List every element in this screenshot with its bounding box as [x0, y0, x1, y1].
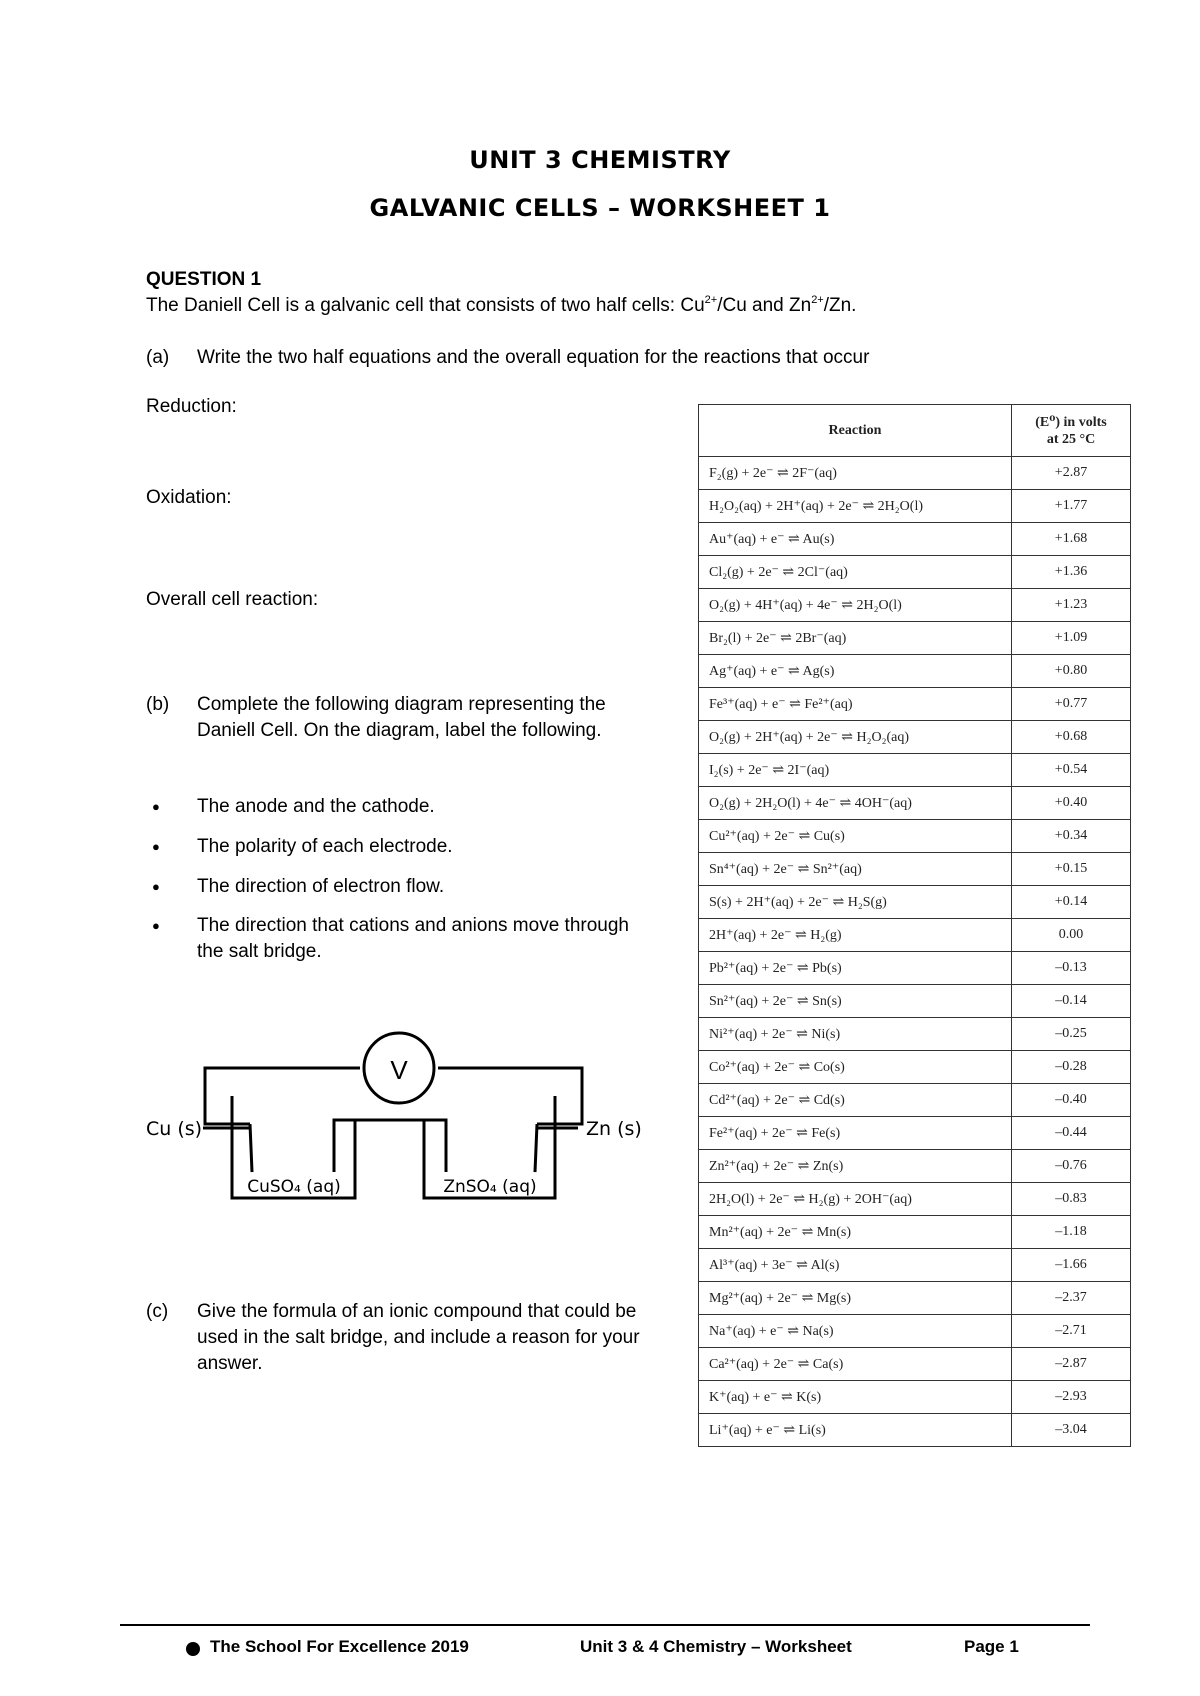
header-reaction: Reaction — [699, 405, 1012, 457]
table-row — [699, 952, 1131, 985]
footer-rule — [120, 1624, 1090, 1626]
bullet-item: The anode and the cathode. — [197, 796, 435, 817]
znso4-label: ZnSO₄ (aq) — [443, 1177, 537, 1197]
potential-cell: –0.28 — [1012, 1051, 1131, 1084]
potential-cell: +1.77 — [1012, 490, 1131, 523]
potential-cell: –0.44 — [1012, 1117, 1131, 1150]
reaction-cell: Ca²⁺(aq) + 2e⁻ ⇌ Ca(s) — [699, 1348, 1012, 1381]
potential-cell: –0.83 — [1012, 1183, 1131, 1216]
reaction-cell: Zn²⁺(aq) + 2e⁻ ⇌ Zn(s) — [699, 1150, 1012, 1183]
potential-cell: –2.93 — [1012, 1381, 1131, 1414]
table-row — [699, 721, 1131, 754]
external-wire — [205, 1068, 360, 1124]
cu-electrode-label: Cu (s) — [146, 1118, 203, 1140]
potential-cell: +2.87 — [1012, 457, 1131, 490]
reaction-cell: Mn²⁺(aq) + 2e⁻ ⇌ Mn(s) — [699, 1216, 1012, 1249]
left-electrode — [250, 1124, 252, 1172]
potential-cell: –2.87 — [1012, 1348, 1131, 1381]
potential-cell: +0.14 — [1012, 886, 1131, 919]
bullet-item: The polarity of each electrode. — [197, 836, 453, 857]
salt-bridge — [334, 1120, 446, 1172]
potential-cell: +1.23 — [1012, 589, 1131, 622]
intro-text-2: /Cu and Zn — [717, 295, 812, 316]
table-row — [699, 1183, 1131, 1216]
header-e-line2: at 25 °C — [1046, 431, 1096, 447]
table-row — [699, 1381, 1131, 1414]
reaction-cell: Cu²⁺(aq) + 2e⁻ ⇌ Cu(s) — [699, 820, 1012, 853]
table-header-row — [699, 405, 1131, 457]
table-row — [699, 1414, 1131, 1447]
table-row — [699, 853, 1131, 886]
reaction-cell: K⁺(aq) + e⁻ ⇌ K(s) — [699, 1381, 1012, 1414]
table-row — [699, 457, 1131, 490]
reaction-cell: O₂(g) + 2H₂O(l) + 4e⁻ ⇌ 4OH⁻(aq) — [699, 787, 1012, 820]
table-row — [699, 886, 1131, 919]
potential-cell: +0.34 — [1012, 820, 1131, 853]
part-c-text: Give the formula of an ionic compound that could be used in the salt bridge, and include a reason for your answer. — [197, 1301, 640, 1374]
bullet-dot: ● — [152, 918, 160, 933]
external-wire — [438, 1068, 582, 1124]
reaction-cell: Ag⁺(aq) + e⁻ ⇌ Ag(s) — [699, 655, 1012, 688]
part-b-text: Complete the following diagram representing the Daniell Cell. On the diagram, label the following. — [197, 694, 606, 741]
table-row — [699, 1216, 1131, 1249]
part-a-label: (a) — [146, 347, 170, 368]
bullet-item: The direction that cations and anions move through the salt bridge. — [197, 915, 629, 962]
voltmeter-label: V — [390, 1055, 408, 1085]
reaction-cell: Fe²⁺(aq) + 2e⁻ ⇌ Fe(s) — [699, 1117, 1012, 1150]
reaction-cell: 2H₂O(l) + 2e⁻ ⇌ H₂(g) + 2OH⁻(aq) — [699, 1183, 1012, 1216]
table-row — [699, 622, 1131, 655]
reaction-cell: S(s) + 2H⁺(aq) + 2e⁻ ⇌ H₂S(g) — [699, 886, 1012, 919]
potential-cell: –0.40 — [1012, 1084, 1131, 1117]
reaction-cell: Na⁺(aq) + e⁻ ⇌ Na(s) — [699, 1315, 1012, 1348]
footer-page-number: Page 1 — [964, 1637, 1019, 1656]
table-row — [699, 1117, 1131, 1150]
reaction-cell: F₂(g) + 2e⁻ ⇌ 2F⁻(aq) — [699, 457, 1012, 490]
footer-course: Unit 3 & 4 Chemistry – Worksheet — [580, 1637, 852, 1656]
page-title: UNIT 3 CHEMISTRY — [469, 146, 731, 174]
reaction-cell: Cl₂(g) + 2e⁻ ⇌ 2Cl⁻(aq) — [699, 556, 1012, 589]
potential-cell: –0.76 — [1012, 1150, 1131, 1183]
table-row — [699, 490, 1131, 523]
potential-cell: +0.54 — [1012, 754, 1131, 787]
cuso4-label: CuSO₄ (aq) — [247, 1177, 341, 1197]
potential-cell: +1.09 — [1012, 622, 1131, 655]
part-a-text: Write the two half equations and the overall equation for the reactions that occur — [197, 347, 870, 368]
table-row — [699, 1282, 1131, 1315]
potential-cell: +0.80 — [1012, 655, 1131, 688]
potential-cell: +1.68 — [1012, 523, 1131, 556]
reaction-cell: Br₂(l) + 2e⁻ ⇌ 2Br⁻(aq) — [699, 622, 1012, 655]
header-e-volts — [1012, 405, 1131, 457]
potential-cell: –2.71 — [1012, 1315, 1131, 1348]
reaction-cell: O₂(g) + 2H⁺(aq) + 2e⁻ ⇌ H₂O₂(aq) — [699, 721, 1012, 754]
reaction-cell: Au⁺(aq) + e⁻ ⇌ Au(s) — [699, 523, 1012, 556]
potential-cell: –1.18 — [1012, 1216, 1131, 1249]
table-row — [699, 523, 1131, 556]
reaction-cell: Cd²⁺(aq) + 2e⁻ ⇌ Cd(s) — [699, 1084, 1012, 1117]
table-row — [699, 1018, 1131, 1051]
reaction-cell: Co²⁺(aq) + 2e⁻ ⇌ Co(s) — [699, 1051, 1012, 1084]
reaction-cell: Pb²⁺(aq) + 2e⁻ ⇌ Pb(s) — [699, 952, 1012, 985]
table-row — [699, 754, 1131, 787]
table-row — [699, 1315, 1131, 1348]
potential-cell: +1.36 — [1012, 556, 1131, 589]
potential-cell: –0.25 — [1012, 1018, 1131, 1051]
reaction-cell: 2H⁺(aq) + 2e⁻ ⇌ H₂(g) — [699, 919, 1012, 952]
table-row — [699, 919, 1131, 952]
table-row — [699, 1051, 1131, 1084]
reaction-cell: Al³⁺(aq) + 3e⁻ ⇌ Al(s) — [699, 1249, 1012, 1282]
table-row — [699, 589, 1131, 622]
potential-cell: –3.04 — [1012, 1414, 1131, 1447]
footer-school: The School For Excellence 2019 — [210, 1637, 469, 1656]
reaction-cell: Sn²⁺(aq) + 2e⁻ ⇌ Sn(s) — [699, 985, 1012, 1018]
reaction-cell: H₂O₂(aq) + 2H⁺(aq) + 2e⁻ ⇌ 2H₂O(l) — [699, 490, 1012, 523]
table-row — [699, 1084, 1131, 1117]
part-b-label: (b) — [146, 694, 170, 715]
potential-cell: +0.68 — [1012, 721, 1131, 754]
intro-text-3: /Zn. — [823, 295, 857, 316]
potential-cell: +0.15 — [1012, 853, 1131, 886]
table-row — [699, 820, 1131, 853]
potential-cell: –0.14 — [1012, 985, 1131, 1018]
header-e-line1: (E⁰) in volts — [1035, 414, 1107, 430]
table-row — [699, 1249, 1131, 1282]
potential-cell: –2.37 — [1012, 1282, 1131, 1315]
oxidation-label: Oxidation: — [146, 487, 232, 508]
zn-electrode-label: Zn (s) — [586, 1118, 642, 1140]
potential-cell: +0.77 — [1012, 688, 1131, 721]
reaction-cell: I₂(s) + 2e⁻ ⇌ 2I⁻(aq) — [699, 754, 1012, 787]
reaction-cell: Mg²⁺(aq) + 2e⁻ ⇌ Mg(s) — [699, 1282, 1012, 1315]
table-row — [699, 556, 1131, 589]
overall-label: Overall cell reaction: — [146, 589, 319, 610]
table-row — [699, 655, 1131, 688]
right-electrode — [535, 1124, 537, 1172]
bullet-item: The direction of electron flow. — [197, 876, 445, 897]
reaction-cell: Sn⁴⁺(aq) + 2e⁻ ⇌ Sn²⁺(aq) — [699, 853, 1012, 886]
part-c-label: (c) — [146, 1301, 169, 1322]
reaction-cell: Li⁺(aq) + e⁻ ⇌ Li(s) — [699, 1414, 1012, 1447]
reduction-label: Reduction: — [146, 396, 237, 417]
electrode-potential-table — [698, 404, 1131, 1447]
reaction-cell: Ni²⁺(aq) + 2e⁻ ⇌ Ni(s) — [699, 1018, 1012, 1051]
question-heading: QUESTION 1 — [146, 269, 262, 290]
table-row — [699, 985, 1131, 1018]
potential-cell: –1.66 — [1012, 1249, 1131, 1282]
table-row — [699, 1150, 1131, 1183]
intro-charge-cu: 2+ — [704, 293, 718, 306]
bullet-dot: ● — [152, 879, 160, 894]
reaction-cell: Fe³⁺(aq) + e⁻ ⇌ Fe²⁺(aq) — [699, 688, 1012, 721]
worksheet-subtitle: GALVANIC CELLS – WORKSHEET 1 — [369, 194, 831, 222]
reaction-cell: O₂(g) + 4H⁺(aq) + 4e⁻ ⇌ 2H₂O(l) — [699, 589, 1012, 622]
table-row — [699, 688, 1131, 721]
table-row — [699, 1348, 1131, 1381]
potential-cell: –0.13 — [1012, 952, 1131, 985]
intro-text-1: The Daniell Cell is a galvanic cell that consists of two half cells: Cu — [146, 295, 705, 316]
intro-charge-zn: 2+ — [811, 293, 824, 306]
bullet-dot: ● — [152, 839, 160, 854]
potential-cell: +0.40 — [1012, 787, 1131, 820]
potential-cell: 0.00 — [1012, 919, 1131, 952]
footer-bullet — [186, 1642, 200, 1656]
table-row — [699, 787, 1131, 820]
bullet-dot: ● — [152, 799, 160, 814]
